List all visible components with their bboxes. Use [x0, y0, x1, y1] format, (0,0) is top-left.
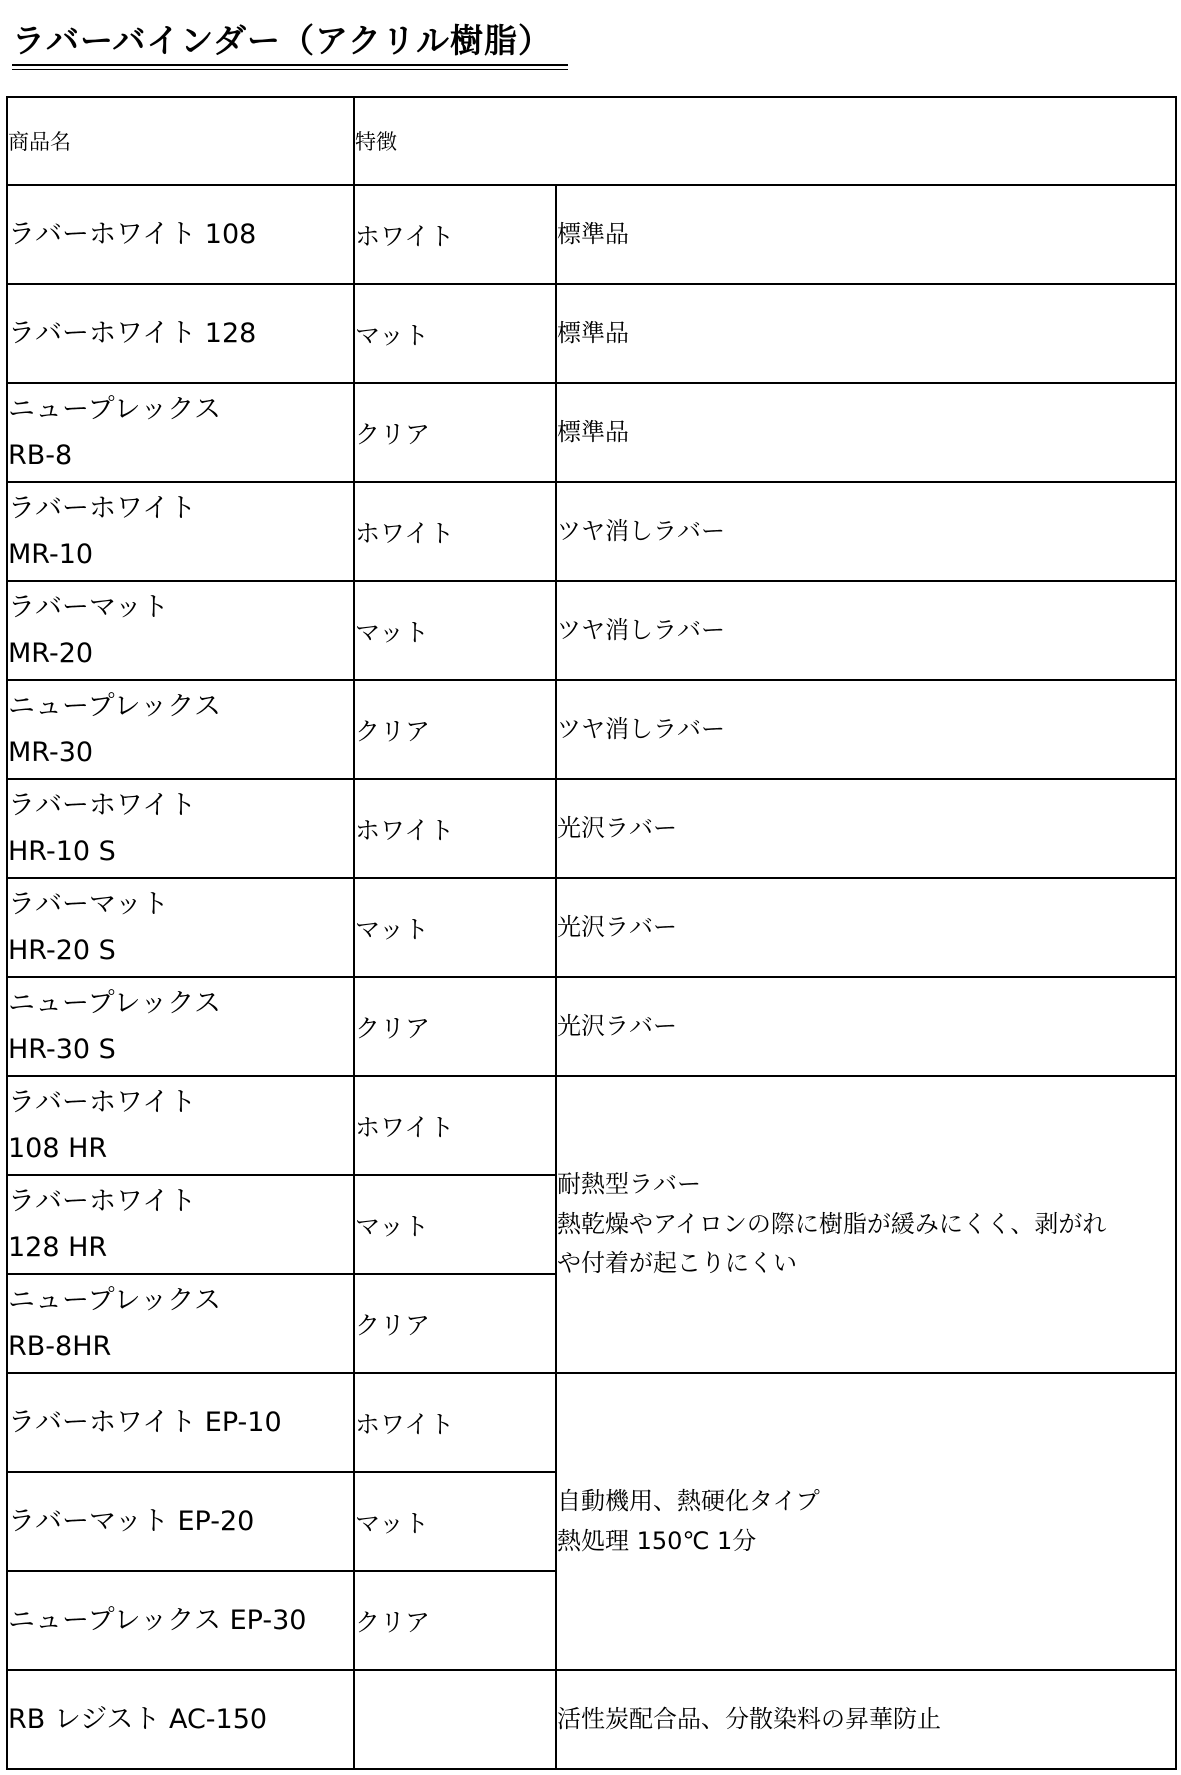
color-type-cell: クリア — [354, 977, 556, 1076]
color-type-cell: マット — [354, 1472, 556, 1571]
product-name: ニュープレックス — [8, 394, 222, 426]
feature-line: 耐熱型ラバー — [557, 1169, 701, 1198]
product-name-cell — [7, 1571, 354, 1670]
product-name: ラバーホワイト — [8, 1087, 197, 1119]
header-row — [7, 97, 1176, 185]
product-name: ラバーホワイト — [8, 493, 197, 525]
product-code: MR-10 — [8, 538, 94, 570]
color-type-cell: ホワイト — [354, 1076, 556, 1175]
product-code: 128 HR — [8, 1231, 108, 1263]
product-code: HR-10 S — [8, 835, 116, 867]
feature-cell: ツヤ消しラバー — [556, 482, 1176, 581]
table-row — [7, 185, 1176, 284]
auto-machine-feature-cell — [556, 1373, 1176, 1670]
product-code: MR-30 — [8, 736, 94, 768]
feature-cell: 光沢ラバー — [556, 977, 1176, 1076]
table-row — [7, 1373, 1176, 1472]
color-type-cell: マット — [354, 284, 556, 383]
table-row — [7, 383, 1176, 482]
table-row — [7, 878, 1176, 977]
color-type-cell: クリア — [354, 1571, 556, 1670]
product-name-cell — [7, 185, 354, 284]
product-code: RB-8HR — [8, 1330, 112, 1362]
color-type-cell — [354, 1670, 556, 1769]
feature-cell: ツヤ消しラバー — [556, 581, 1176, 680]
feature-cell: ツヤ消しラバー — [556, 680, 1176, 779]
feature-line: 熱処理 150℃ 1分 — [557, 1526, 757, 1555]
product-name-cell — [7, 1274, 354, 1373]
color-type-cell: ホワイト — [354, 1373, 556, 1472]
color-type-cell: ホワイト — [354, 482, 556, 581]
table-row — [7, 581, 1176, 680]
color-type-cell: マット — [354, 1175, 556, 1274]
product-name-cell — [7, 284, 354, 383]
title-underline-second — [12, 69, 568, 70]
feature-line: 熱乾燥やアイロンの際に樹脂が緩みにくく、剥がれ — [557, 1209, 1107, 1238]
feature-cell: 標準品 — [556, 383, 1176, 482]
product-name: ラバーマット EP-20 — [8, 1505, 255, 1537]
table-row — [7, 1076, 1176, 1175]
color-type-cell: ホワイト — [354, 779, 556, 878]
feature-cell: 光沢ラバー — [556, 878, 1176, 977]
product-name-cell — [7, 581, 354, 680]
product-name-cell — [7, 680, 354, 779]
page-title: ラバーバインダー（アクリル樹脂） — [12, 21, 553, 60]
product-name: ニュープレックス EP-30 — [8, 1604, 307, 1636]
feature-cell: 標準品 — [556, 284, 1176, 383]
product-name-cell — [7, 779, 354, 878]
header-feature: 特徴 — [354, 97, 1176, 185]
product-name-cell — [7, 1472, 354, 1571]
table-row — [7, 482, 1176, 581]
table-row — [7, 284, 1176, 383]
product-name: ラバーホワイト — [8, 790, 197, 822]
product-name: ラバーマット — [8, 889, 169, 921]
product-name-cell — [7, 1670, 354, 1769]
product-name-cell — [7, 1373, 354, 1472]
header-product-name: 商品名 — [7, 97, 354, 185]
product-name-cell — [7, 383, 354, 482]
product-code: MR-20 — [8, 637, 94, 669]
product-name-cell — [7, 878, 354, 977]
product-name: ラバーホワイト EP-10 — [8, 1406, 282, 1438]
heat-resistant-feature-cell — [556, 1076, 1176, 1373]
feature-cell: 光沢ラバー — [556, 779, 1176, 878]
feature-cell: 活性炭配合品、分散染料の昇華防止 — [556, 1670, 1176, 1769]
product-name: ニュープレックス — [8, 988, 222, 1020]
product-name: ラバーホワイト — [8, 1186, 197, 1218]
product-table — [6, 96, 1177, 1770]
product-name: ニュープレックス — [8, 691, 222, 723]
table-row — [7, 1670, 1176, 1769]
product-name: ラバーホワイト 128 — [8, 317, 257, 349]
product-code: HR-20 S — [8, 934, 116, 966]
color-type-cell: クリア — [354, 383, 556, 482]
feature-cell: 標準品 — [556, 185, 1176, 284]
color-type-cell: マット — [354, 581, 556, 680]
product-name: ニュープレックス — [8, 1285, 222, 1317]
product-name-cell — [7, 977, 354, 1076]
product-name-cell — [7, 482, 354, 581]
feature-line: や付着が起こりにくい — [557, 1249, 797, 1278]
feature-line: 自動機用、熱硬化タイプ — [557, 1486, 820, 1515]
title-underline — [12, 64, 568, 66]
product-name-cell — [7, 1175, 354, 1274]
color-type-cell: クリア — [354, 1274, 556, 1373]
product-code: RB-8 — [8, 439, 73, 471]
table-row — [7, 779, 1176, 878]
color-type-cell: ホワイト — [354, 185, 556, 284]
product-name: ラバーホワイト 108 — [8, 218, 257, 250]
color-type-cell: マット — [354, 878, 556, 977]
product-name: ラバーマット — [8, 592, 169, 624]
color-type-cell: クリア — [354, 680, 556, 779]
table-row — [7, 977, 1176, 1076]
product-name-cell — [7, 1076, 354, 1175]
product-code: HR-30 S — [8, 1033, 116, 1065]
product-code: 108 HR — [8, 1132, 108, 1164]
product-name: RB レジスト AC-150 — [8, 1703, 268, 1735]
table-row — [7, 680, 1176, 779]
